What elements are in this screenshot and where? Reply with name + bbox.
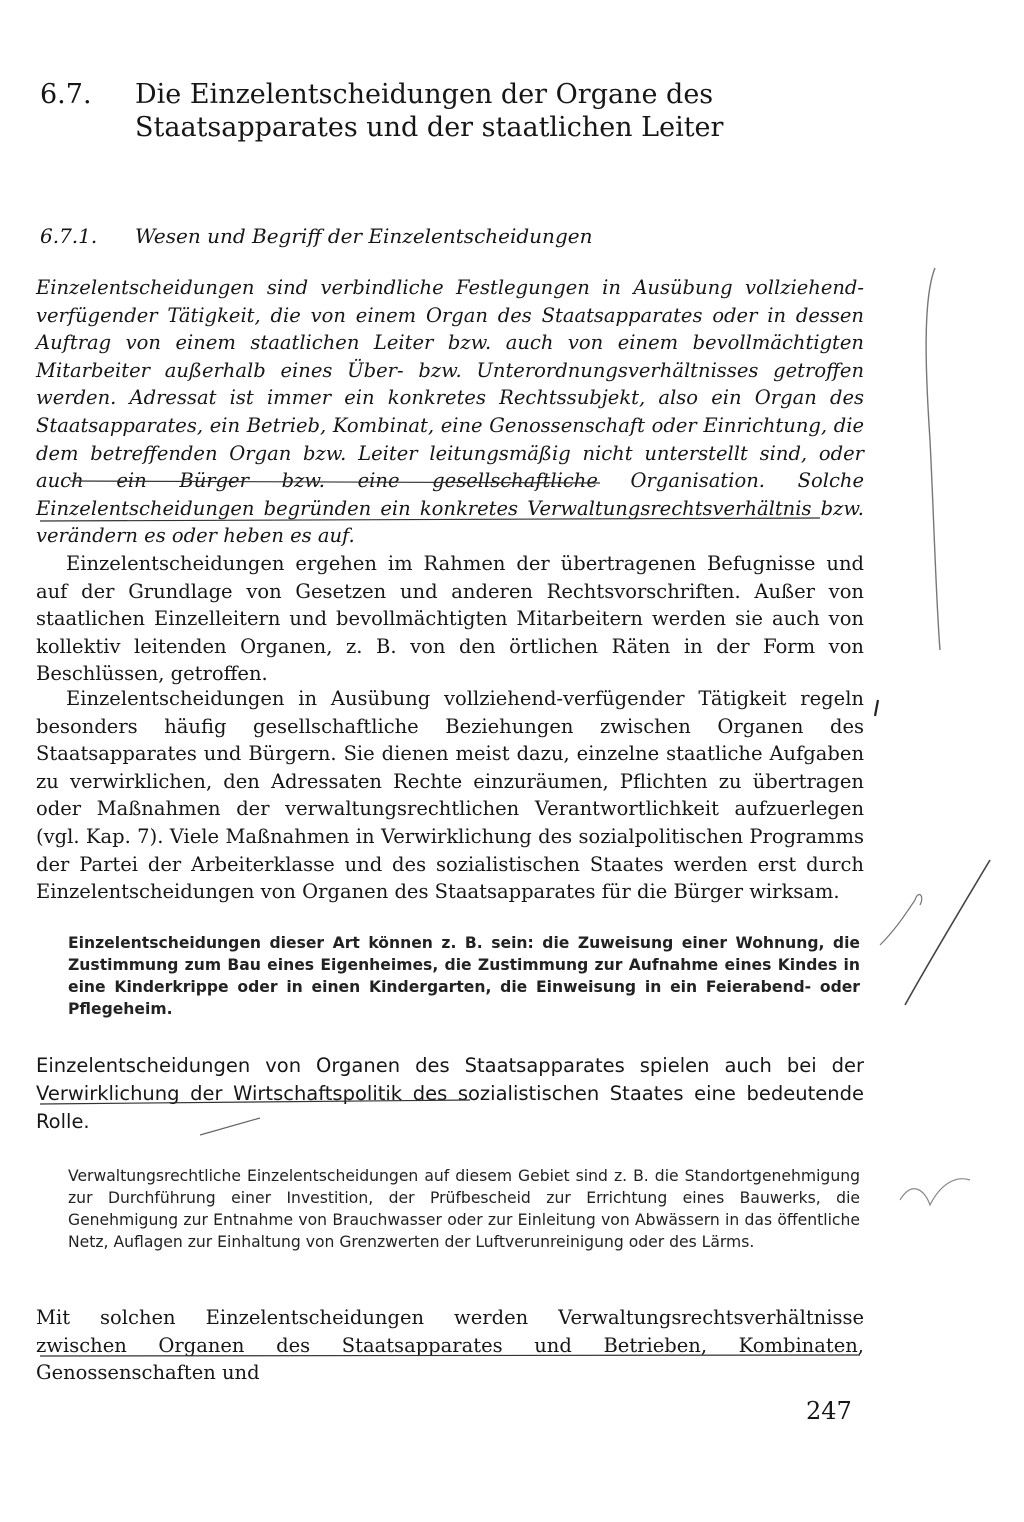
paragraph-authority-text: Einzelentscheidungen ergehen im Rahmen der übertragenen Befugnisse und auf der Grundlage von Gesetzen und anderen Rechtsvorschriften. Außer von staatlichen Einzelleitern und bevollmächtigten Mitarbeitern werden sie auch von kollektiv leitenden Organen, z. B. von den örtlichen Räten in der Form von Beschlüssen, getroffen. <box>36 552 864 686</box>
paragraph-citizens-text: Einzelentscheidungen in Ausübung vollziehend-verfügender Tätigkeit regeln besonders häufig gesellschaftliche Beziehungen zwischen Organen des Staatsapparates und Bürgern. Sie dienen meist dazu, einzelne staatliche Aufgaben zu verwirklichen, den Adressaten Rechte einzuräumen, Pflichten zu übertragen oder Maßnahmen der verwaltungsrechtlichen Verantwortlichkeit aufzuerlegen (vgl. Kap. 7). Viele Maßnahmen in Verwirklichung des sozialpolitischen Programms der Partei der Arbeiterklasse und des sozialistischen Staates werden erst durch Einzelentscheidungen von Organen des Staatsapparates für die Bürger wirksam. <box>36 687 864 904</box>
margin-tick-mark <box>875 700 878 716</box>
example-box-citizens: Einzelentscheidungen dieser Art können z. B. sein: die Zuweisung einer Wohnung, die Zustimmung zum Bau eines Eigenheimes, die Zustimmung zur Aufnahme eines Kindes in eine Kinderkrippe oder in einen Kindergarten, die Einweisung in ein Feierabend- oder Pflegeheim. <box>68 934 860 1018</box>
example-box-economy: Verwaltungsrechtliche Einzelentscheidungen auf diesem Gebiet sind z. B. die Standortgenehmigung zur Durchführung einer Investition, der Prüfbescheid zur Errichtung eines Bauwerks, die Genehmigung zur Entnahme von Brauchwasser oder zur Einleitung von Abwässern in das öffentliche Netz, Auflagen zur Einhaltung von Grenzwerten der Luftverunreinigung oder des Lärms. <box>68 1167 860 1251</box>
margin-scribble-lower <box>900 1179 970 1205</box>
chapter-title: Die Einzelentscheidungen der Organe des Staatsapparates und der staatlichen Leiter <box>135 79 724 143</box>
margin-bracket-line <box>926 268 940 650</box>
paragraph-citizens <box>36 685 864 906</box>
paragraph-economy: Einzelentscheidungen von Organen des Staatsapparates spielen auch bei der Verwirklichung der Wirtschaftspolitik des sozialistischen Staates eine bedeutende Rolle. <box>36 1054 864 1133</box>
margin-long-stroke <box>905 860 990 1005</box>
page-number: 247 <box>806 1397 852 1425</box>
section-title: Wesen und Begriff der Einzelentscheidungen <box>135 224 593 248</box>
paragraph-relations: Mit solchen Einzelentscheidungen werden Verwaltungsrechtsverhältnisse zwischen Organen des Staatsapparates und Betrieben, Kombinaten, Genossenschaften und <box>36 1306 864 1385</box>
chapter-number: 6.7. <box>40 79 92 110</box>
section-number: 6.7.1. <box>40 224 98 248</box>
margin-scribble-upper <box>880 895 922 945</box>
definition-paragraph: Einzelentscheidungen sind verbindliche Festlegungen in Ausübung vollziehend-verfügender Tätigkeit, die von einem Organ des Staatsapparates oder in dessen Auftrag von einem staatlichen Leiter bzw. auch von einem bevollmächtigten Mitarbeiter außerhalb eines Über- bzw. Unterordnungsverhältnisses getroffen werden. Adressat ist immer ein konkretes Rechtssubjekt, also ein Organ des Staatsapparates, ein Betrieb, Kombinat, eine Genossenschaft oder Einrichtung, die dem betreffenden Organ bzw. Leiter leitungsmäßig nicht unterstellt sind, oder auch ein Bürger bzw. eine gesellschaftliche Organisation. Solche Einzelentscheidungen begründen ein konkretes Verwaltungsrechtsverhältnis bzw. verändern es oder heben es auf. <box>36 276 864 548</box>
paragraph-authority <box>36 550 864 688</box>
